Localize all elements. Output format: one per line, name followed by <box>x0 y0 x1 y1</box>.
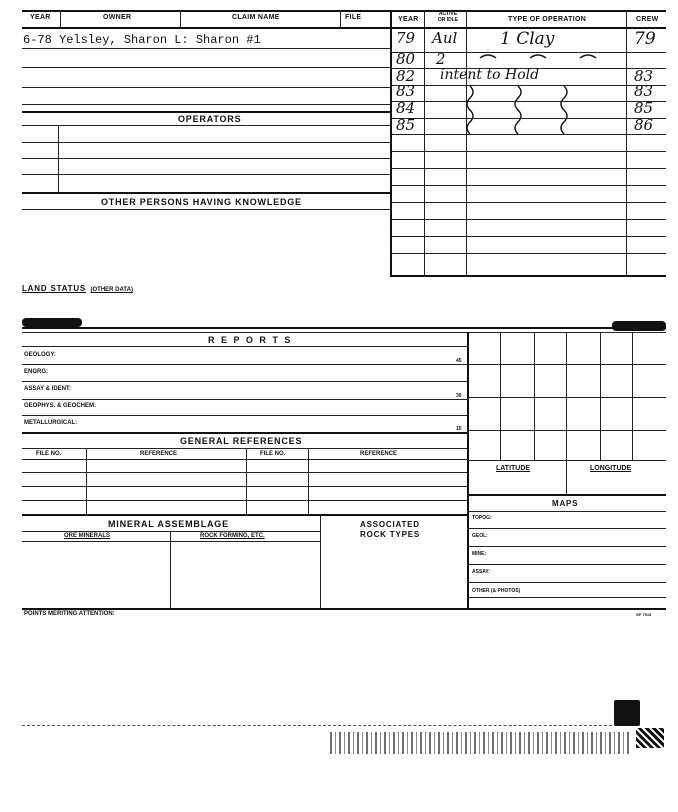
grid-line <box>467 460 666 461</box>
rock-forming-label: ROCK FORMING, ETC. <box>200 533 265 539</box>
activity-crew: 79 <box>634 29 656 49</box>
col-divider <box>340 10 341 27</box>
activity-crew: 86 <box>634 116 654 134</box>
grid-line <box>534 332 535 460</box>
row-line <box>467 511 666 512</box>
report-number: 30 <box>456 393 462 399</box>
header-active-idle <box>428 11 468 23</box>
row-line <box>22 381 468 382</box>
row-line <box>22 364 468 365</box>
grid-line <box>467 397 666 398</box>
section-rule <box>390 275 666 277</box>
row-line <box>22 104 390 105</box>
grid-line <box>566 332 567 494</box>
row-line <box>390 236 666 237</box>
row-line <box>390 219 666 220</box>
activity-crew: 85 <box>634 99 654 117</box>
section-rule <box>22 111 390 113</box>
report-number: 45 <box>456 358 462 364</box>
footer-rule <box>22 608 666 610</box>
grid-line <box>500 332 501 460</box>
report-label-geophys: GEOPHYS. & GEOCHEM: <box>24 403 97 409</box>
section-rule <box>22 432 468 434</box>
row-line <box>22 125 390 126</box>
ref-col-file-no-2: FILE NO. <box>260 451 286 457</box>
claim-entry: 6-78 Yelsley, Sharon L: Sharon #1 <box>23 33 261 47</box>
header-claim-name: CLAIM NAME <box>232 14 280 21</box>
col-divider <box>170 531 171 608</box>
activity-type: 1 Clay <box>500 29 555 49</box>
row-line <box>390 202 666 203</box>
ref-col-reference: REFERENCE <box>140 451 178 457</box>
grid-line <box>632 332 633 460</box>
others-label: OTHER PERSONS HAVING KNOWLEDGE <box>101 197 302 207</box>
ref-col-reference-2: REFERENCE <box>360 451 398 457</box>
row-line <box>22 541 320 542</box>
row-line <box>22 486 468 487</box>
header-rule <box>22 27 666 29</box>
col-divider <box>86 448 87 514</box>
report-label-metallurgical: METALLURGICAL: <box>24 420 78 426</box>
report-label-assay: ASSAY & IDENT: <box>24 386 72 392</box>
operators-label: OPERATORS <box>178 114 242 124</box>
activity-active: 2 <box>436 50 446 68</box>
row-line <box>22 67 390 68</box>
associated-label: ASSOCIATED <box>360 520 420 529</box>
section-rule <box>22 192 390 194</box>
row-line <box>22 346 468 347</box>
map-topog-label: TOPOG: <box>472 515 492 521</box>
header-or-idle: OR IDLE <box>437 17 459 23</box>
activity-year: 79 <box>396 29 416 47</box>
row-line <box>467 564 666 565</box>
row-line <box>390 253 666 254</box>
activity-active: Aul <box>432 29 458 47</box>
longitude-label: LONGITUDE <box>590 465 632 472</box>
general-references-title: GENERAL REFERENCES <box>180 436 303 446</box>
header-owner: OWNER <box>103 14 132 21</box>
row-line <box>467 582 666 583</box>
latitude-label: LATITUDE <box>496 465 531 472</box>
report-label-engrg: ENGRG: <box>24 369 48 375</box>
maps-title: MAPS <box>552 499 579 508</box>
row-line <box>467 528 666 529</box>
row-line <box>390 151 666 152</box>
grid-line <box>467 430 666 431</box>
row-line <box>390 168 666 169</box>
activity-year: 82 <box>396 67 416 85</box>
scan-artifact-noise <box>330 732 630 754</box>
row-line <box>22 48 390 49</box>
activity-crew: 83 <box>634 67 654 85</box>
row-line <box>22 448 468 449</box>
activity-type: intent to Hold <box>440 67 540 83</box>
redaction-mark <box>22 318 82 327</box>
top-border <box>22 10 666 12</box>
scan-artifact-block <box>614 700 640 726</box>
col-divider <box>246 448 247 514</box>
row-line <box>22 472 468 473</box>
row-line <box>22 399 468 400</box>
activity-year: 80 <box>396 50 416 68</box>
report-number: 15 <box>456 426 462 432</box>
header-crew: CREW <box>636 16 659 23</box>
ref-col-file-no: FILE NO. <box>36 451 62 457</box>
grid-line <box>467 364 666 365</box>
row-line <box>22 174 390 175</box>
header-file: FILE <box>345 14 362 21</box>
col-divider <box>320 514 321 608</box>
ditto-marks <box>470 44 620 64</box>
row-line <box>22 415 468 416</box>
scan-artifact-line <box>22 725 622 726</box>
section-rule <box>467 494 666 496</box>
row-line <box>467 597 666 598</box>
activity-year: 84 <box>396 99 416 117</box>
map-mine-label: MINE: <box>472 551 487 557</box>
scan-artifact-noise <box>636 728 664 748</box>
section-rule <box>22 514 468 516</box>
row-line <box>467 546 666 547</box>
row-line <box>22 500 468 501</box>
col-divider <box>308 448 309 514</box>
col-divider <box>60 10 61 27</box>
reports-title: R E P O R T S <box>208 335 293 345</box>
header-active: ACTIVE <box>438 11 458 17</box>
main-divider <box>467 332 469 608</box>
section-rule <box>22 332 666 333</box>
form-number: SP 7515 <box>636 612 652 617</box>
grid-line <box>600 332 601 460</box>
land-status-heading <box>22 278 133 296</box>
row-line <box>22 142 390 143</box>
row-line <box>390 185 666 186</box>
section-rule <box>22 327 666 329</box>
row-line <box>22 209 390 210</box>
row-line <box>22 87 390 88</box>
header-year-2: YEAR <box>398 16 419 23</box>
rock-types-label: ROCK TYPES <box>360 530 421 539</box>
activity-year: 85 <box>396 116 416 134</box>
col-divider <box>58 125 59 192</box>
map-geol-label: GEOL: <box>472 533 488 539</box>
header-year: YEAR <box>30 14 51 21</box>
activity-crew: 83 <box>634 82 654 100</box>
activity-year: 83 <box>396 82 416 100</box>
land-status-suffix: (OTHER DATA) <box>90 287 133 293</box>
ore-minerals-label: ORE MINERALS <box>64 533 111 539</box>
report-label-geology: GEOLOGY: <box>24 352 56 358</box>
points-meriting-attention: POINTS MERITING ATTENTION: <box>24 611 115 617</box>
redaction-mark <box>612 321 666 331</box>
row-line <box>22 158 390 159</box>
row-line <box>22 531 320 532</box>
col-divider <box>180 10 181 27</box>
map-assay-label: ASSAY: <box>472 569 491 575</box>
mineral-assemblage-title: MINERAL ASSEMBLAGE <box>108 519 229 529</box>
map-other-label: OTHER (& PHOTOS) <box>472 588 521 594</box>
row-line <box>22 459 468 460</box>
land-status-title: LAND STATUS <box>22 284 87 293</box>
ditto-marks <box>440 84 590 140</box>
header-type-operation: TYPE OF OPERATION <box>508 16 587 23</box>
